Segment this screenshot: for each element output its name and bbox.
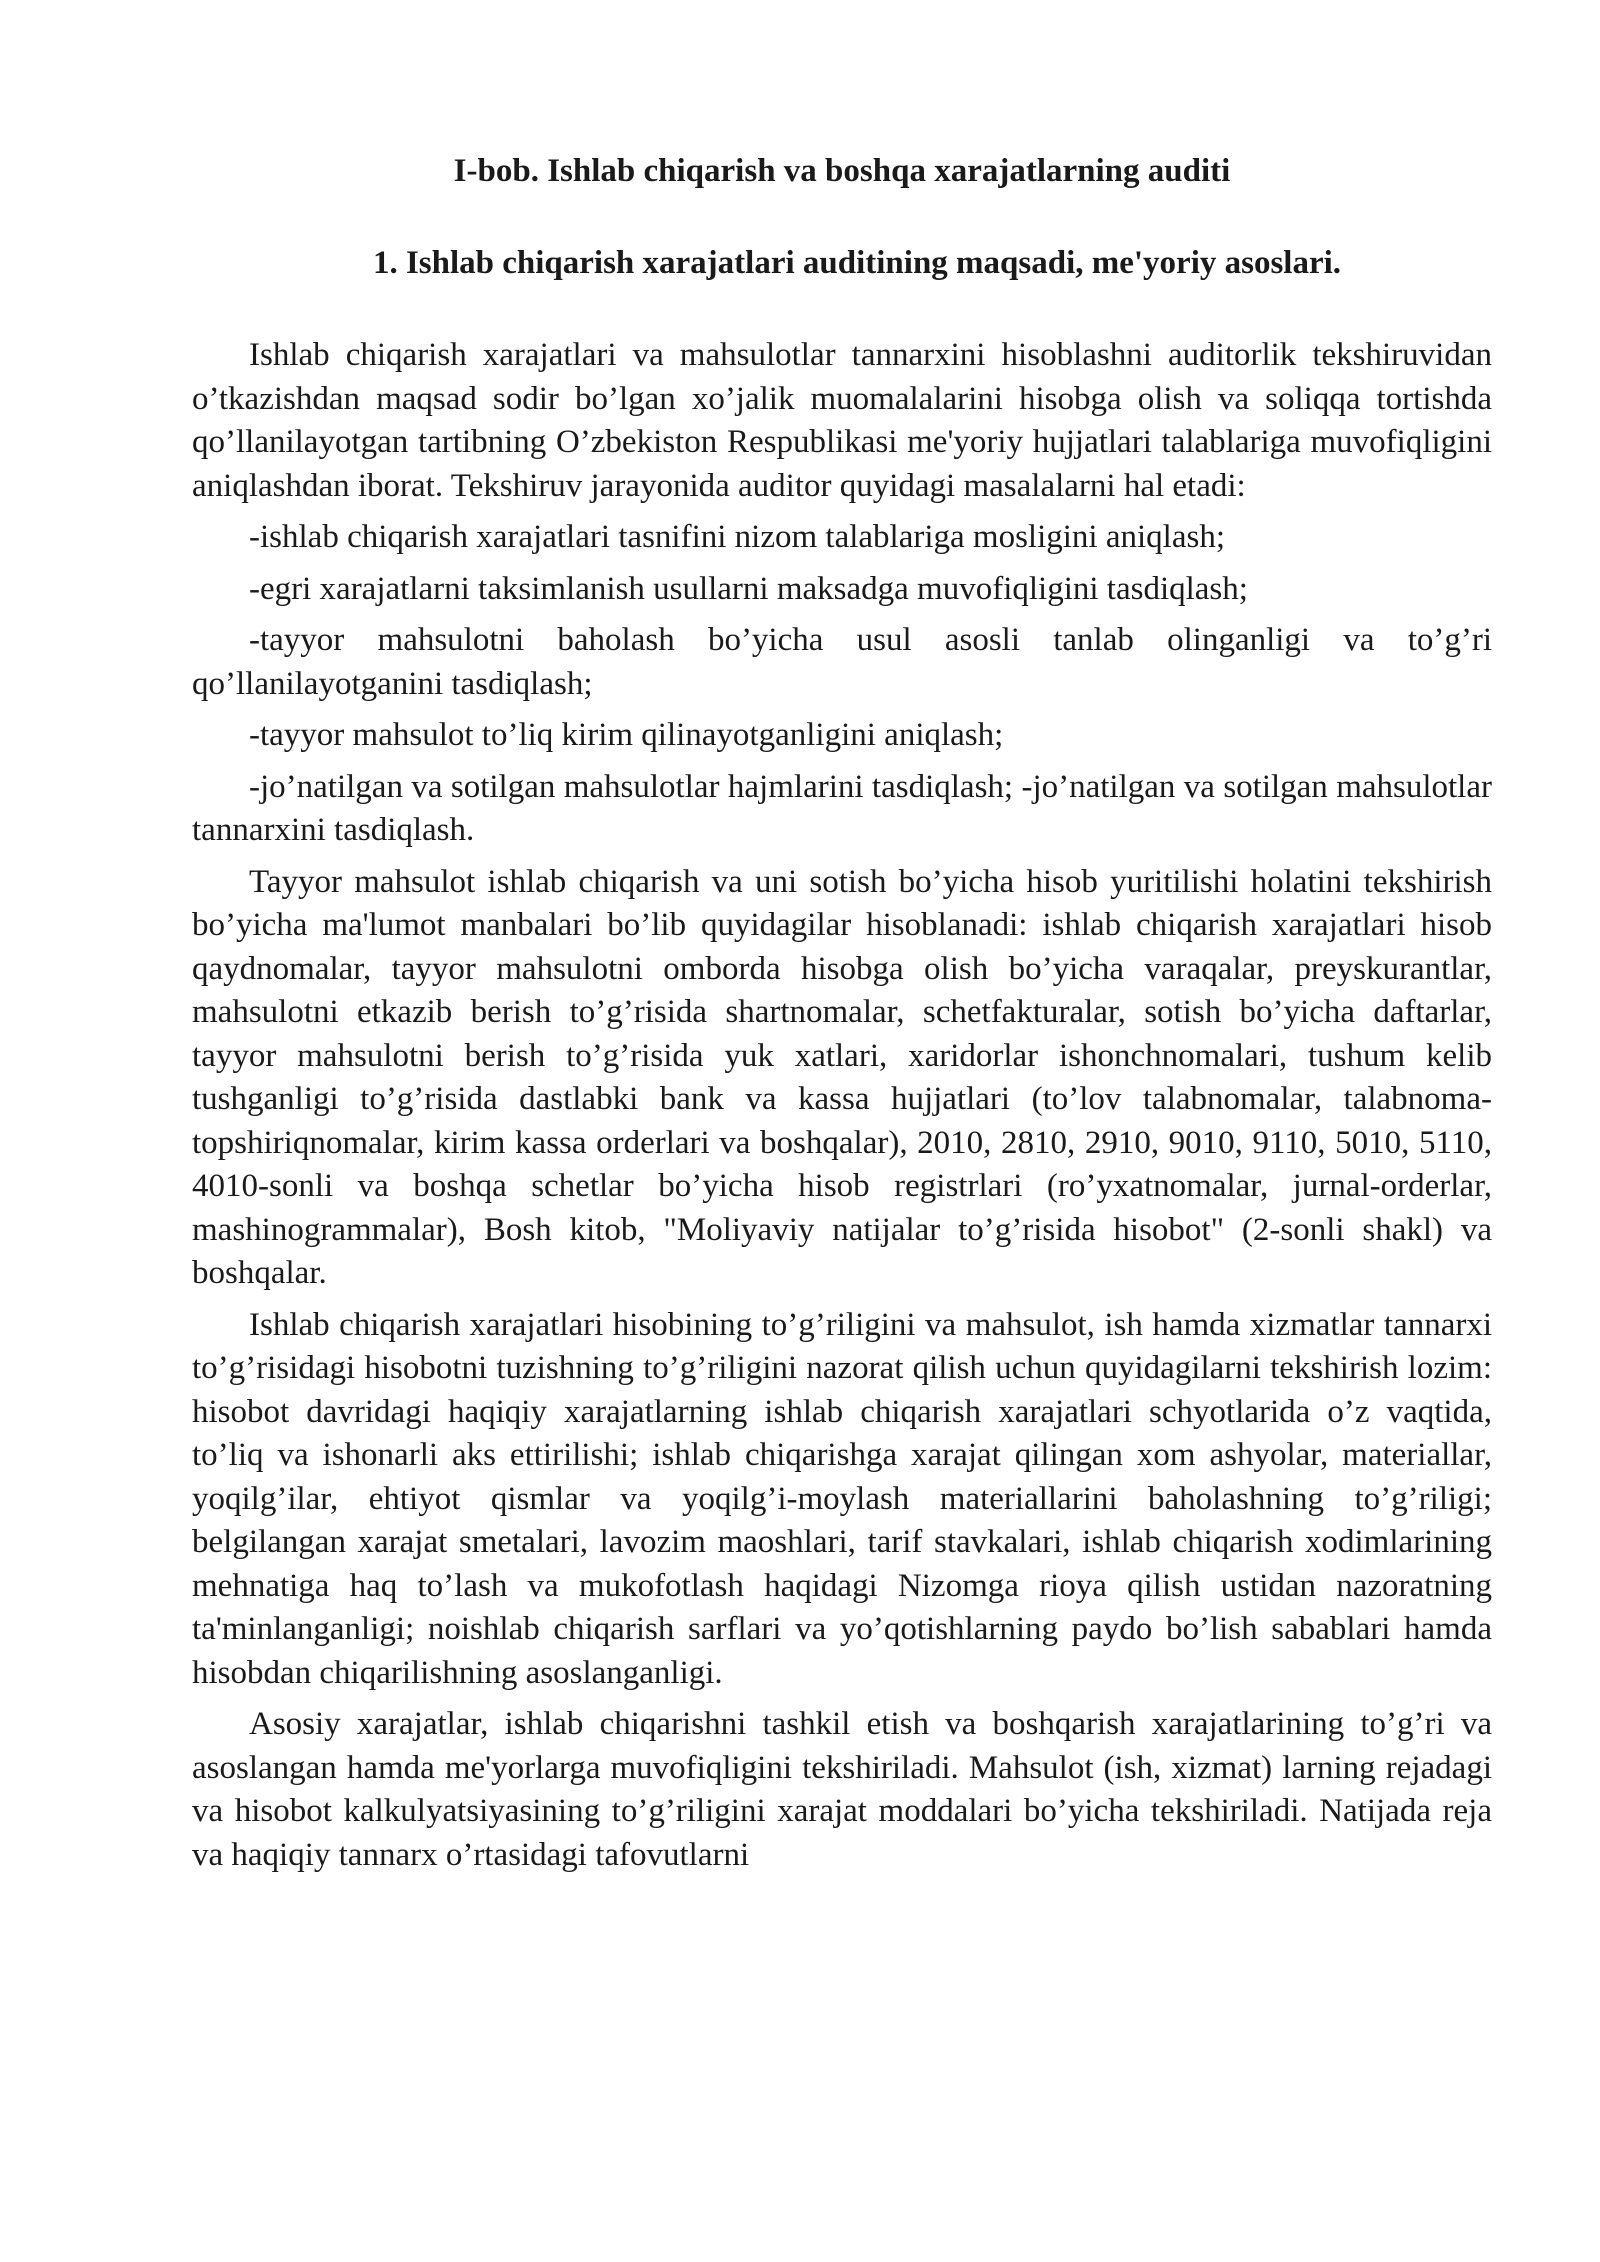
main-costs-paragraph: Asosiy xarajatlar, ishlab chiqarishni tashkil etish va boshqarish xarajatlarining to’g’ri va asoslangan hamda me'yorlarga muvofiqligini tekshiriladi. Mahsulot (ish, xizmat) larning rejadagi va hisobot kalkulyatsiyasining to’g’riligini xarajat moddalari bo’yicha tekshiriladi. Natijada reja va haqiqiy tannarx o’rtasidagi tafovutlarni: [192, 1706, 1492, 1873]
intro-paragraph: Ishlab chiqarish xarajatlari va mahsulotlar tannarxini hisoblashni auditorlik tekshiruvidan o’tkazishdan maqsad sodir bo’lgan xo’jalik muomalalarini hisobga olish va soliqqa tortishda qo’llanilayotgan tartibning O’zbekiston Respublikasi me'yoriy hujjatlari talablariga muvofiqligini aniqlashdan iborat. Tekshiruv jarayonida auditor quyidagi masalalarni hal etadi:: [192, 337, 1492, 504]
tasks-list: [192, 516, 1492, 853]
sources-paragraph: Tayyor mahsulot ishlab chiqarish va uni sotish bo’yicha hisob yuritilishi holatini tekshirish bo’yicha ma'lumot manbalari bo’lib quyidagilar hisoblanadi: ishlab chiqarish xarajatlari hisob qaydnomalar, tayyor mahsulotni omborda hisobga olish bo’yicha varaqalar, preyskurantlar, mahsulotni etkazib berish to’g’risida shartnomalar, schetfakturalar, sotish bo’yicha daftarlar, tayyor mahsulotni berish to’g’risida yuk xatlari, xaridorlar ishonchnomalari, tushum kelib tushganligi to’g’risida dastlabki bank va kassa hujjatlari (to’lov talabnomalar, talabnoma-topshiriqnomalar, kirim kassa orderlari va boshqalar), 2010, 2810, 2910, 9010, 9110, 5010, 5110, 4010-sonli va boshqa schetlar bo’yicha hisob registrlari (ro’yxatnomalar, jurnal-orderlar, mashinogrammalar), Bosh kitob, "Moliyaviy natijalar to’g’risida hisobot" (2-sonli shakl) va boshqalar.: [192, 863, 1492, 1291]
document-page: [192, 150, 1492, 1885]
control-paragraph: Ishlab chiqarish xarajatlari hisobining to’g’riligini va mahsulot, ish hamda xizmatlar tannarxi to’g’risidagi hisobotni tuzishning to’g’riligini nazorat qilish uchun quyidagilarni tekshirish lozim: hisobot davridagi haqiqiy xarajatlarning ishlab chiqarish xarajatlari schyotlarida o’z vaqtida, to’liq va ishonarli aks ettirilishi; ishlab chiqarishga xarajat qilingan xom ashyolar, materiallar, yoqilg’ilar, ehtiyot qismlar va yoqilg’i-moylash materiallarini baholashning to’g’riligi; belgilangan xarajat smetalari, lavozim maoshlari, tarif stavkalari, ishlab chiqarish xodimlarining mehnatiga haq to’lash va mukofotlash haqidagi Nizomga rioya qilish ustidan nazoratning ta'minlanganligi; noishlab chiqarish sarflari va yo’qotishlarning paydo bo’lish sabablari hamda hisobdan chiqarilishning asoslanganligi.: [192, 1306, 1492, 1691]
list-item: -tayyor mahsulotni baholash bo’yicha usul asosli tanlab olinganligi va to’g’ri qo’llanilayotganini tasdiqlash;: [192, 622, 1492, 702]
list-item: -egri xarajatlarni taksimlanish usullarni maksadga muvofiqligini tasdiqlash;: [249, 570, 1248, 607]
section-title: 1. Ishlab chiqarish xarajatlari auditining maqsadi, me'yoriy asoslari.: [372, 245, 1342, 281]
list-item: -ishlab chiqarish xarajatlari tasnifini nizom talablariga mosligini aniqlash;: [249, 519, 1225, 555]
list-item: -tayyor mahsulot to’liq kirim qilinayotganligini aniqlash;: [249, 717, 1004, 753]
chapter-title: I-bob. Ishlab chiqarish va boshqa xarajatlarning auditi: [453, 153, 1231, 189]
list-item: -jo’natilgan va sotilgan mahsulotlar hajmlarini tasdiqlash; -jo’natilgan va sotilgan mahsulotlar tannarxini tasdiqlash.: [192, 768, 1492, 848]
